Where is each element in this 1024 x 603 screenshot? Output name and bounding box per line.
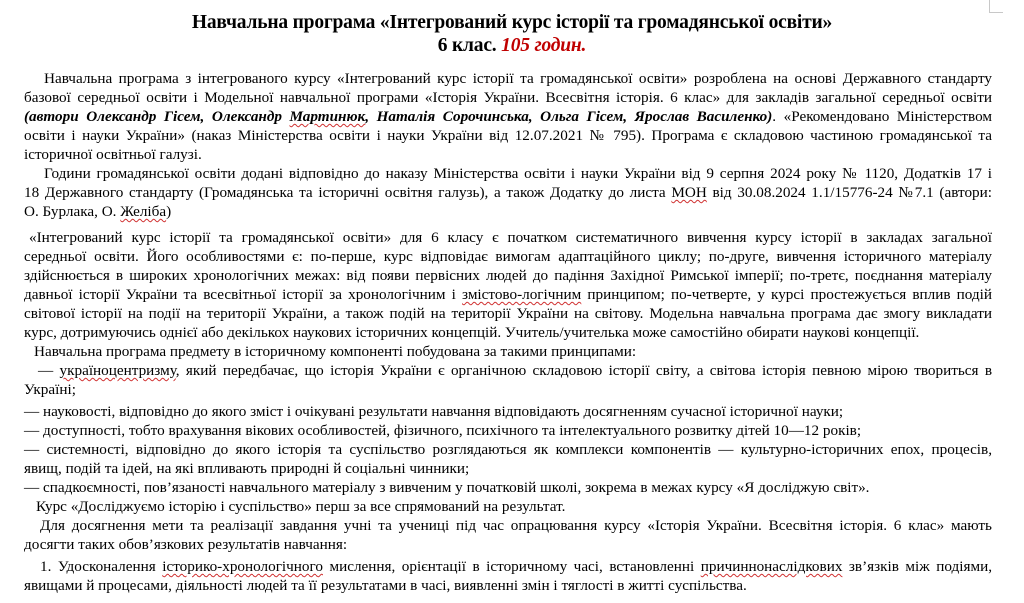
paragraph-1-line-3 [24,107,992,126]
text-run: О. Бурлака, О. [24,203,121,220]
text-run: ) [166,203,172,220]
grade-label: 6 клас. [437,35,502,56]
hours-label: 105 годин. [501,35,587,56]
paragraph-1-line-1: Навчальна програма з інтегрованого курсу «Інтегрований курс історії та громадянської освіти» розроблена на основі Державного стандарту [44,70,992,87]
text-run: мислення, орієнтації в історичному часі, встановленні [322,558,701,575]
principle-4-line-1: — системності, відповідно до якого історія та суспільство розглядаються як комплекси компонентів — культурно-історичних епох, процесів, [24,441,992,458]
paragraph-3-line-1: «Інтегрований курс історії та громадянської освіти» для 6 класу є початком систематичного вивчення курсу історії в закладах загальної [29,229,992,246]
text-run: 1. Удосконалення [40,558,163,575]
spellcheck-word[interactable]: україноцентризму [59,362,176,379]
paragraph-1-line-2: базової середньої освіти і Модельної навчальної програми «Історія України. Всесвітня історія. 6 клас» для закладів загальної середньої освіти [24,89,992,106]
principles-intro: Навчальна програма предмету в історичному компоненті побудована за такими принципами: [34,343,637,360]
paragraph-3-line-6: курс, дотримуючись однієї або декількох наукових історичних концепцій. Учитель/учителька може самостійно обирати наукові концепції. [24,324,920,341]
principle-5: — спадкоємності, пов’язаності навчального матеріалу з вивченим у початковій школі, зокрема в межах курсу «Я досліджую світ». [24,479,870,496]
principle-4-line-2: явищ, подій та ідей, на які впливають природні й соціальні чинники; [24,460,470,477]
paragraph-2-line-2 [24,183,992,202]
recommendation-text: . «Рекомендовано Міністерством [772,108,992,125]
text-run: , який передбачає, що історія України є органічною складовою історії світу, а світова історія певною мірою твориться в [175,362,992,379]
text-run: зв’язків між подіями, [842,558,993,575]
principle-3: — доступності, тобто врахування вікових особливостей, фізичного, психічного та інтелектуального розвитку дітей 10—12 років; [24,422,862,439]
paragraph-2-line-3 [24,202,992,221]
spellcheck-word[interactable]: причиннонаслідкових [700,558,843,575]
document-title: Навчальна програма «Інтегрований курс історії та громадянської освіти» [191,12,833,33]
paragraph-1-line-4: освіти і науки України» (наказ Міністерства освіти і науки України від 12.07.2021 № 795). Програма є складовою частиною громадянської та [24,127,992,144]
authors-text-cont: , Наталія Сорочинська, Ольга Гісем, Ярослав Василенко) [365,108,773,125]
text-run: від 30.08.2024 1.1/15776-24 №7.1 (автори: [706,184,992,201]
document-subtitle [0,35,1024,57]
paragraph-6-line-1: Для досягнення мети та реалізації завдання учні та учениці під час опрацювання курсу «Історія України. Всесвітня історія. 6 клас» мають [40,517,992,534]
spellcheck-word[interactable]: змістово-логічним [462,286,582,303]
spellcheck-word[interactable]: МОН [671,184,707,201]
result-1-line-2: явищами й процесами, діяльності людей та її результатами в часі, виявленні змін і тяглості в житті суспільства. [24,577,747,594]
authors-text: (автори Олександр Гісем, Олександр [24,108,290,125]
paragraph-3-line-2: середньої освіти. Його особливостями є: по-перше, курс відповідає вимогам адаптаційного циклу; по-друге, вивчення історичного матеріалу [24,248,992,265]
result-1-line-1 [40,557,992,576]
spellcheck-word[interactable]: Желіба [120,203,167,220]
paragraph-3-line-5: світової історії на події на території України, а також подій на території України на світову. Модельна навчальна програма дає змогу викладати [24,305,992,322]
paragraph-2-line-1: Години громадянської освіти додані відповідно до наказу Міністерства освіти і науки України від 9 серпня 2024 року № 1120, Додатків 17 і [44,165,992,182]
course-result-statement: Курс «Досліджуємо історію і суспільство» перш за все спрямований на результат. [36,498,566,515]
text-run: давньої історії України та всесвітньої історії за хронологічним і [24,286,463,303]
principle-1-line-2: Україні; [24,381,76,398]
principle-1-line-1 [38,361,992,380]
paragraph-3-line-4 [24,285,992,304]
paragraph-1-line-5: історичної освітньої галузі. [24,146,202,163]
text-run: 18 Державного стандарту (Громадянська та історичні освітня галузь), а також Додатку до листа [24,184,672,201]
principle-2: — науковості, відповідно до якого зміст і очікувані результати навчання відповідають досягненням сучасної історичної науки; [24,403,844,420]
paragraph-6-line-2: досягти таких обов’язкових результатів навчання: [24,536,348,553]
text-run: — [38,362,60,379]
spellcheck-word[interactable]: історико-хронологічного [162,558,323,575]
paragraph-3-line-3: здійснюється в широких хронологічних межах: від появи первісних людей до падіння Західної Римської імперії; по-третє, поєднання матеріалу [24,267,992,284]
text-run: принципом; по-четверте, у курсі простежується вплив подій [581,286,992,303]
spellcheck-word[interactable]: Мартинюк [289,108,366,125]
